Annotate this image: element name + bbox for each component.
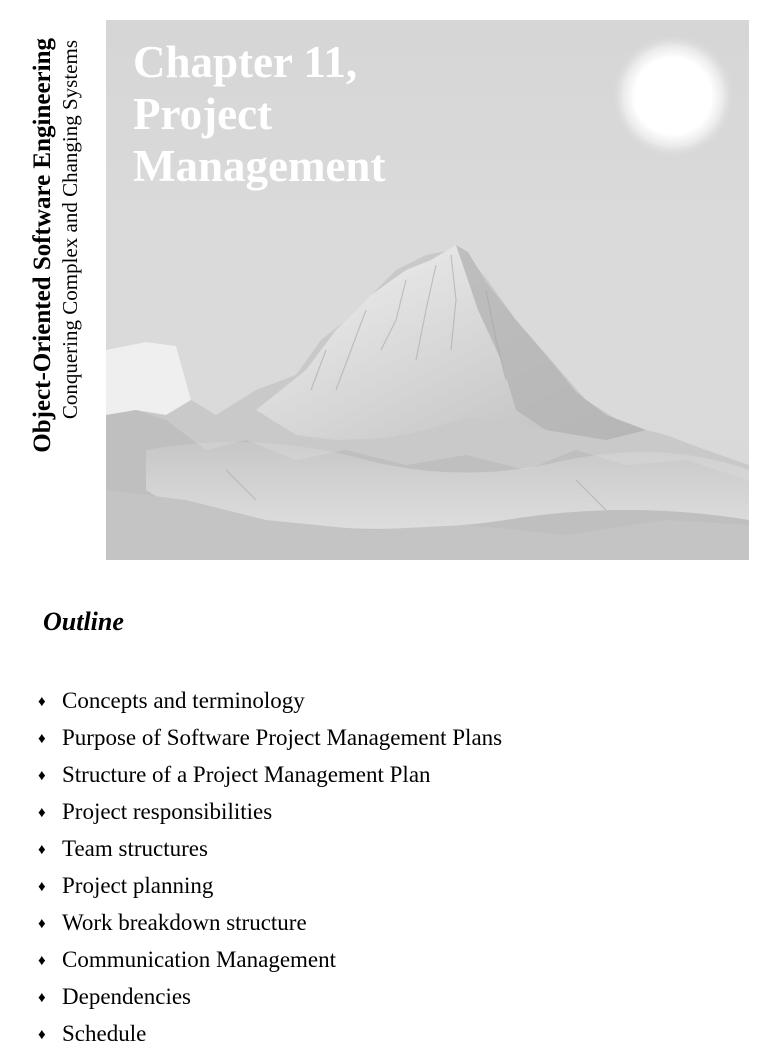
- list-item: [38, 723, 502, 760]
- sun-icon: [611, 34, 735, 158]
- mountain-hero-image: [106, 20, 749, 560]
- list-item-text: Communication Management: [62, 947, 337, 972]
- list-item: [38, 797, 502, 834]
- list-item-text: Purpose of Software Project Management Plans: [62, 725, 503, 750]
- list-item-text: Schedule: [62, 1021, 147, 1046]
- list-item-text: Project responsibilities: [62, 799, 273, 824]
- list-item: [38, 760, 502, 797]
- diamond-bullet-icon: ♦: [38, 768, 46, 784]
- outline-list: [38, 686, 502, 1056]
- list-item-text: Concepts and terminology: [62, 688, 305, 713]
- diamond-bullet-icon: ♦: [38, 842, 46, 858]
- diamond-bullet-icon: ♦: [38, 1027, 46, 1043]
- list-item-text: Team structures: [62, 836, 208, 861]
- list-item: [38, 834, 502, 871]
- book-spine: [28, 38, 108, 538]
- diamond-bullet-icon: ♦: [38, 879, 46, 895]
- list-item: [38, 1019, 502, 1056]
- list-item-text: Dependencies: [62, 984, 191, 1009]
- diamond-bullet-icon: ♦: [38, 805, 46, 821]
- chapter-title: Chapter 11, Project Management: [133, 37, 386, 191]
- diamond-bullet-icon: ♦: [38, 916, 46, 932]
- book-subtitle: Conquering Complex and Changing Systems: [58, 40, 82, 420]
- diamond-bullet-icon: ♦: [38, 731, 46, 747]
- list-item: [38, 871, 502, 908]
- diamond-bullet-icon: ♦: [38, 694, 46, 710]
- list-item: [38, 945, 502, 982]
- list-item: [38, 982, 502, 1019]
- list-item: [38, 908, 502, 945]
- list-item-text: Work breakdown structure: [62, 910, 307, 935]
- list-item-text: Project planning: [62, 873, 214, 898]
- book-title: Object-Oriented Software Engineering: [29, 38, 56, 453]
- list-item-text: Structure of a Project Management Plan: [62, 762, 431, 787]
- diamond-bullet-icon: ♦: [38, 990, 46, 1006]
- list-item: [38, 686, 502, 723]
- outline-heading: Outline: [43, 607, 124, 636]
- diamond-bullet-icon: ♦: [38, 953, 46, 969]
- book-spine-text: [28, 38, 108, 538]
